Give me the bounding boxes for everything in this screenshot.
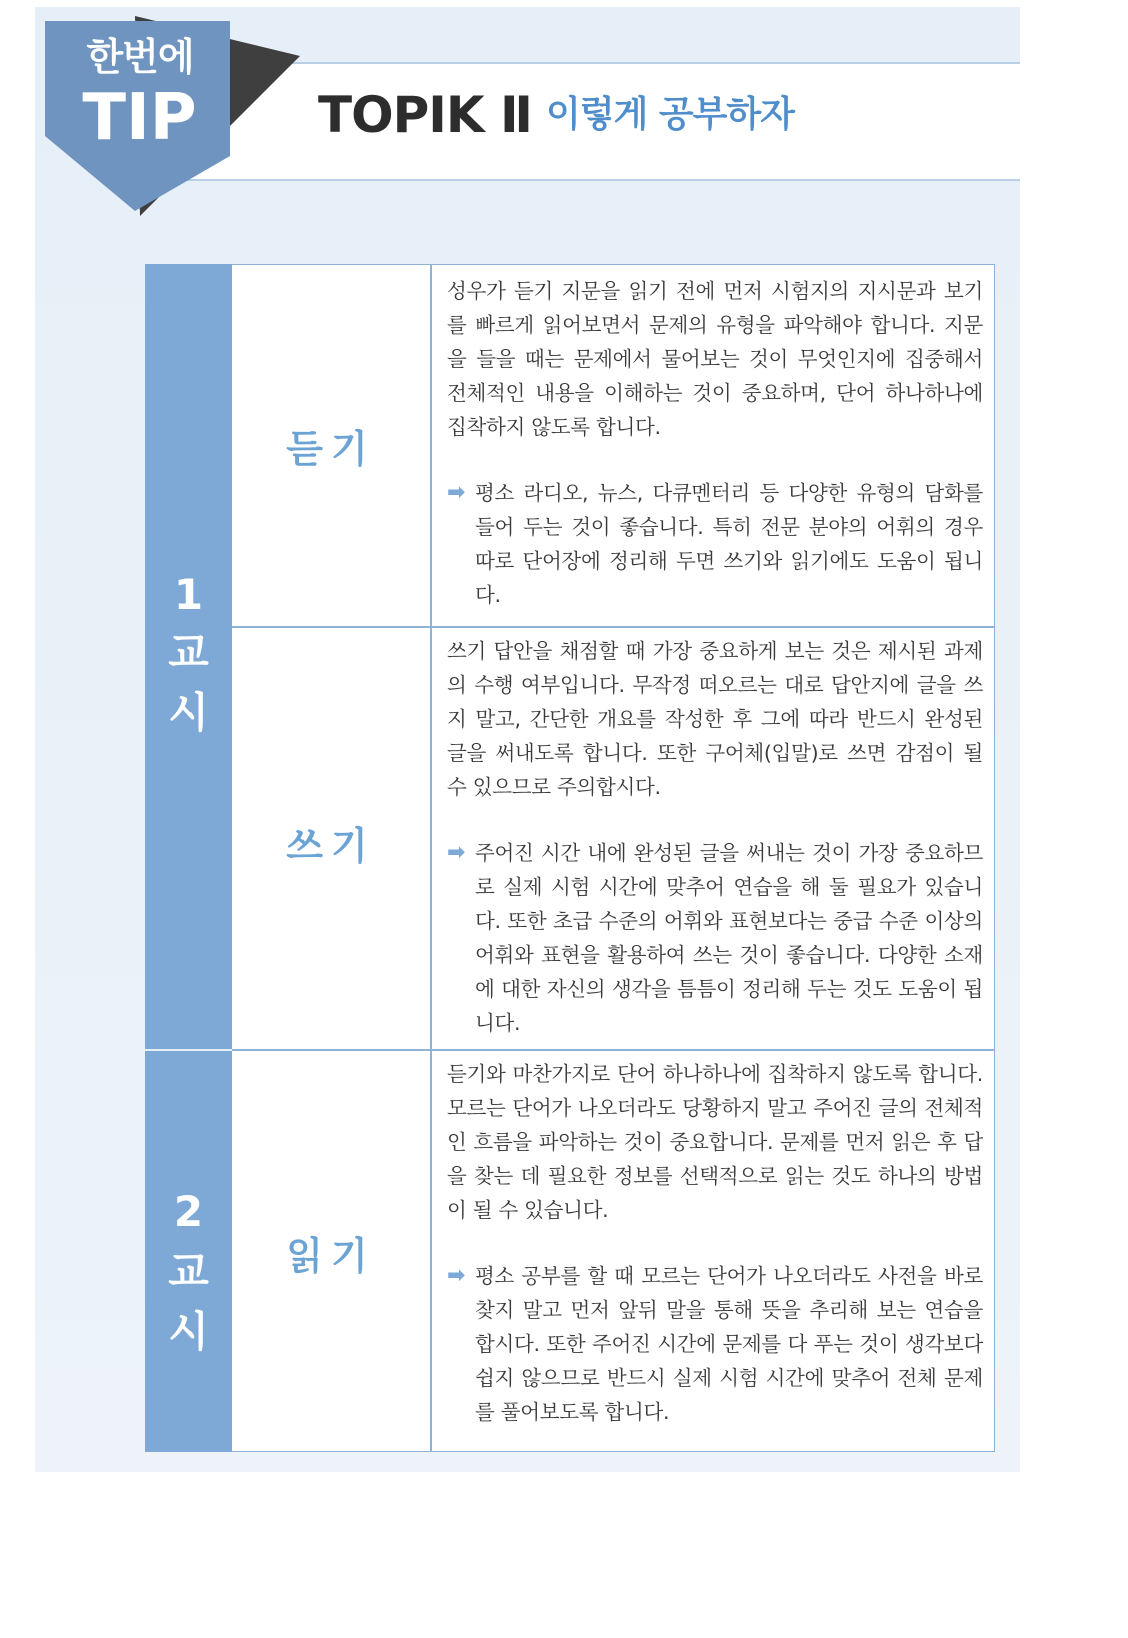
badge-top-text: 한번에 — [86, 35, 194, 79]
section-label-reading: 읽기 — [286, 1234, 376, 1278]
session-1-char-1: 교 — [168, 628, 209, 677]
row-divider-2 — [232, 1049, 995, 1051]
right-arrow-icon: ➡ — [447, 840, 466, 865]
page-title-main: TOPIK Ⅱ — [318, 86, 532, 144]
reading-tip — [447, 1259, 983, 1429]
section-label-listening: 듣기 — [286, 427, 376, 471]
writing-tip — [447, 836, 983, 1040]
session-2-char-2: 시 — [168, 1307, 209, 1356]
writing-content — [447, 634, 983, 1040]
session-1-cell — [145, 264, 232, 1049]
right-arrow-icon: ➡ — [447, 480, 466, 505]
session-1-char-2: 시 — [168, 688, 209, 737]
session-2-digit: 2 — [173, 1187, 204, 1236]
session-2-char-1: 교 — [168, 1247, 209, 1296]
listening-tip-text: 평소 라디오, 뉴스, 다큐멘터리 등 다양한 유형의 담화를 들어 두는 것이 좋습니다. 특히 전문 분야의 어휘의 경우 따로 단어장에 정리해 두면 쓰기와 읽기에도 도움이 됩니다. — [475, 481, 983, 607]
session-2-cell — [145, 1051, 232, 1452]
row-divider-1 — [232, 626, 995, 628]
reading-body: 듣기와 마찬가지로 단어 하나하나에 집착하지 않도록 합니다. 모르는 단어가 나오더라도 당황하지 말고 주어진 글의 전체적인 흐름을 파악하는 것이 중요합니다. 문제를 먼저 읽은 후 답을 찾는 데 필요한 정보를 선택적으로 읽는 것도 하나의 방법이 될 수 있습니다. — [447, 1062, 983, 1222]
reading-content — [447, 1057, 983, 1429]
writing-body: 쓰기 답안을 채점할 때 가장 중요하게 보는 것은 제시된 과제의 수행 여부입니다. 무작정 떠오르는 대로 답안지에 글을 쓰지 말고, 간단한 개요를 작성한 후 그에 따라 반드시 완성된 글을 써내도록 합니다. 또한 구어체(입말)로 쓰면 감점이 될 수 있으므로 주의합시다. — [447, 639, 983, 799]
reading-tip-text: 평소 공부를 할 때 모르는 단어가 나오더라도 사전을 바로 찾지 말고 먼저 앞뒤 말을 통해 뜻을 추리해 보는 연습을 합시다. 또한 주어진 시간에 문제를 다 푸는 것이 생각보다 쉽지 않으므로 반드시 실제 시험 시간에 맞추어 전체 문제를 풀어보도록 합니다. — [475, 1264, 983, 1424]
column-divider — [430, 264, 432, 1452]
page-title-sub: 이렇게 공부하자 — [545, 94, 794, 135]
right-arrow-icon: ➡ — [447, 1263, 466, 1288]
listening-body: 성우가 듣기 지문을 읽기 전에 먼저 시험지의 지시문과 보기를 빠르게 읽어보면서 문제의 유형을 파악해야 합니다. 지문을 들을 때는 문제에서 물어보는 것이 무엇인지에 집중해서 전체적인 내용을 이해하는 것이 중요하며, 단어 하나하나에 집착하지 않도록 합니다. — [447, 279, 983, 439]
section-label-writing: 쓰기 — [286, 824, 376, 868]
session-1-digit: 1 — [173, 570, 204, 619]
page-title — [318, 86, 794, 144]
listening-content — [447, 274, 983, 612]
badge-tip-text: TIP — [82, 81, 197, 155]
writing-tip-text: 주어진 시간 내에 완성된 글을 써내는 것이 가장 중요하므로 실제 시험 시간에 맞추어 연습을 해 둘 필요가 있습니다. 또한 초급 수준의 어휘와 표현보다는 중급 수준 이상의 어휘와 표현을 활용하여 쓰는 것이 좋습니다. 다양한 소재에 대한 자신의 생각을 틈틈이 정리해 두는 것도 도움이 됩니다. — [475, 841, 983, 1035]
listening-tip — [447, 476, 983, 612]
